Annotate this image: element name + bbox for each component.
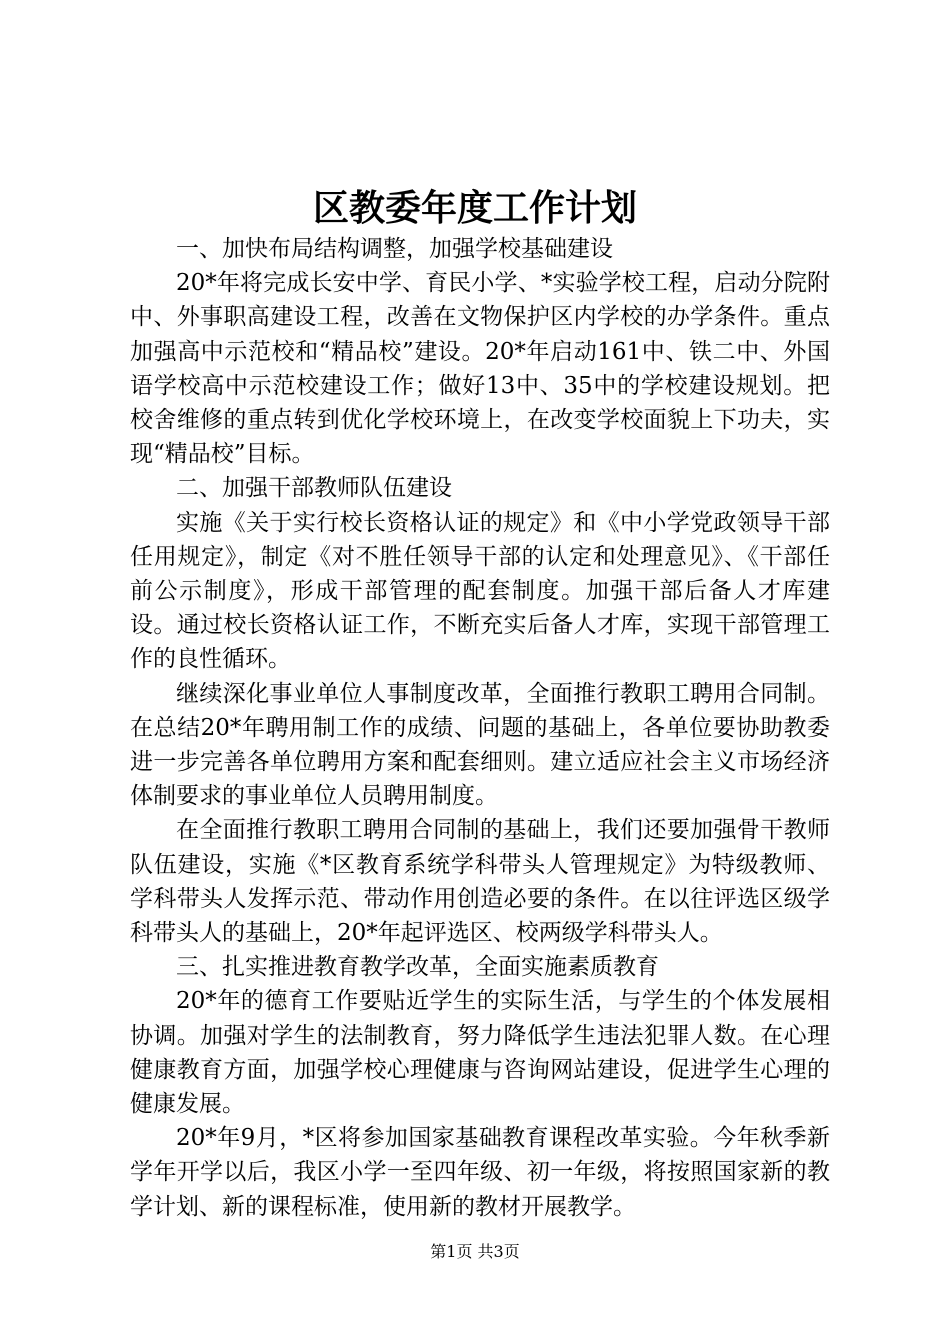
paragraph: 继续深化事业单位人事制度改革，全面推行教职工聘用合同制。在总结20*年聘用制工作的成绩、问题的基础上，各单位要协助教委进一步完善各单位聘用方案和配套细则。建立适应社会主义市场经济体制要求的事业单位人员聘用制度。 [130,680,830,810]
paragraph: 20*年将完成长安中学、育民小学、*实验学校工程，启动分院附中、外事职高建设工程，改善在文物保护区内学校的办学条件。重点加强高中示范校和“精品校”建设。20*年启动161中、铁二中、外国语学校高中示范校建设工作；做好13中、35中的学校建设规划。把校舍维修的重点转到优化学校环境上，在改变学校面貌上下功夫，实现“精品校”目标。 [130,270,830,468]
section-heading: 二、加强干部教师队伍建设 [176,475,452,502]
section-heading: 一、加快布局结构调整，加强学校基础建设 [176,236,613,262]
section-heading: 三、扎实推进教育教学改革，全面实施素质教育 [176,954,659,981]
paragraph: 实施《关于实行校长资格认证的规定》和《中小学党政领导干部任用规定》，制定《对不胜任领导干部的认定和处理意见》、《干部任前公示制度》，形成干部管理的配套制度。加强干部后备人才库建设。通过校长资格认证工作，不断充实后备人才库，实现干部管理工作的良性循环。 [130,509,830,673]
document-body [130,232,830,1224]
paragraph: 20*年9月，*区将参加国家基础教育课程改革实验。今年秋季新学年开学以后，我区小学一至四年级、初一年级，将按照国家新的教学计划、新的课程标准，使用新的教材开展教学。 [130,1125,830,1220]
document-title: 区教委年度工作计划 [312,187,637,229]
paragraph: 20*年的德育工作要贴近学生的实际生活，与学生的个体发展相协调。加强对学生的法制教育，努力降低学生违法犯罪人数。在心理健康教育方面，加强学校心理健康与咨询网站建设，促进学生心理的健康发展。 [130,988,830,1118]
paragraph: 在全面推行教职工聘用合同制的基础上，我们还要加强骨干教师队伍建设，实施《*区教育系统学科带头人管理规定》为特级教师、学科带头人发挥示范、带动作用创造必要的条件。在以往评选区级学科带头人的基础上，20*年起评选区、校两级学科带头人。 [130,817,830,947]
page-footer: 第1页 共3页 [430,1242,520,1261]
